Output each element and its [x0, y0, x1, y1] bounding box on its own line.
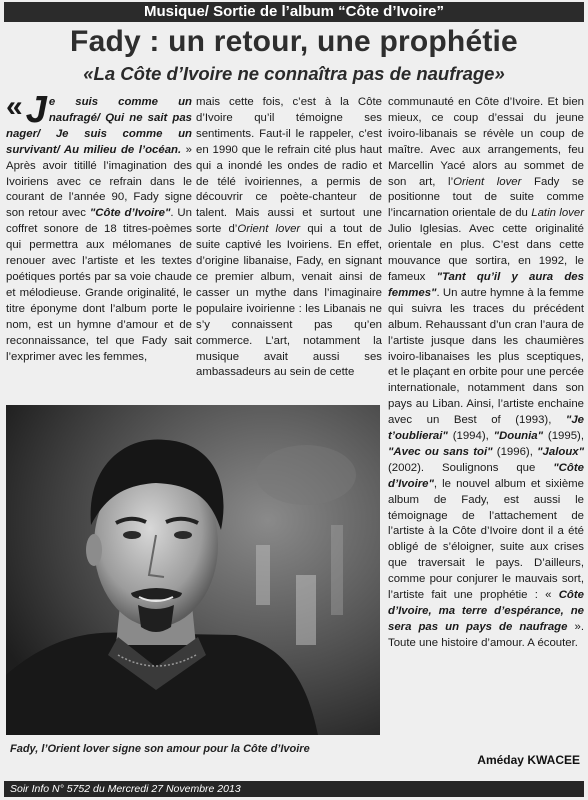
article-column-1 [6, 89, 192, 365]
song-title: "Avec ou sans toi" [388, 445, 493, 458]
song-title: "Jaloux" [537, 445, 585, 458]
opening-quote-mark: « [6, 90, 23, 123]
author-signature: Améday KWACEE [477, 753, 580, 767]
headline: Fady : un retour, une prophétie [70, 25, 518, 58]
artist-photo-illustration [6, 405, 380, 735]
album-title: "Côte d’Ivoire" [89, 207, 171, 220]
body-text: , le nouvel album et sixième album de Fady, est aussi le témoignage de l’attachement de l’artiste à la Côte d’Ivoire dont il a été obligé de s’éloigner, suite aux crises que traversait le pays. D’ailleurs, comme pour conjurer le mauvais sort, l’artiste fait une prophétie : « [388, 477, 584, 602]
article-column-3 [388, 95, 584, 652]
article-column-2 [196, 95, 382, 381]
section-rubric: Musique/ Sortie de l’album “Côte d’Ivoire” [4, 2, 584, 22]
body-text: . Un coffret sonore de 18 titres-poèmes qui permettra aux mélomanes de renouer avec l’artiste et les textes poétiques portés par sa voie chaude et mélodieuse. Grande originalité, le titre éponyme dont l’album porte le nom, est un hymne d’amour et de reconnaissance, tel que Fady sait l’exprimer avec les femmes, [6, 207, 192, 363]
body-text: qui a tout de suite captivé les Ivoiriens. En effet, d’origine libanaise, Fady, en signant ce premier album, venait ainsi de casser un mythe dans l’imaginaire populaire ivoirienne : les Libanais ne s’y connaissent pas qu’en commerce. L’art, notamment la musique avait aussi ses ambassadeurs au sein de cette [196, 223, 382, 379]
body-text: communauté en Côte d’Ivoire. Et bien mieux, ce coup d’essai du jeune ivoiro-libanais se révèle un coup de maître. Avec aux arrangements, feu Marcellin Yacé alors au sommet de son art, l’ [388, 96, 584, 188]
body-text: Julio Iglesias. Avec cette originalité orientale en plus. C’est dans cette mouvance que sortira, en 1992, le fameux [388, 223, 584, 283]
song-title: "Dounia" [493, 430, 544, 443]
body-text: (1995), [543, 430, 584, 443]
column-1-text [6, 89, 192, 365]
album-title: "Côte d’Ivoire" [388, 461, 584, 490]
body-text: mais cette fois, c’est à la Côte d’Ivoire qu’il témoigne ses sentiments. Faut-il le rappeler, c’est en 1990 que le refrain cité plus haut qui a inondé les ondes de radio et de télé ivoiriennes, a permis de découvrir ce poète-chanteur de talent. Mais aussi et surtout une sorte d’ [196, 96, 382, 236]
body-text: (1994), [447, 430, 494, 443]
body-text: (2002). Soulignons que [388, 461, 554, 474]
body-text: . Un autre hymne à la femme qui suivra les traces du précédent album. Rehaussant d’un cran l’aura de l’artiste jusque dans les chaumières ivoiro-libanaises les plus sceptiques, et le plaçant en orbite pour une percée internationale, notamment dans son pays au Liban. Ainsi, l’artiste enchaine avec un Best of (1993), [388, 286, 584, 427]
body-text: » Après avoir titillé l’imagination des Ivoiriens avec ce refrain dans le courant de l’année 90, Fady signe son retour avec [6, 143, 192, 220]
drop-cap-letter: J [25, 89, 47, 131]
body-text: ». Toute une histoire d’amour. A écouter. [388, 620, 584, 649]
body-text: (1996), [492, 445, 538, 458]
prophecy-quote: Côte d’Ivoire, ma terre d’espérance, ne sera pas un pays de naufrage [388, 589, 584, 633]
song-title: "Tant qu’il y aura des femmes" [388, 270, 584, 299]
italic-term: Orient lover [453, 175, 522, 188]
artist-photo [6, 405, 380, 735]
body-text: Fady se positionne tout de suite comme l’incarnation orientale de du [388, 175, 585, 220]
photo-caption: Fady, l’Orient lover signe son amour pour la Côte d’Ivoire [10, 743, 310, 755]
column-3-text [388, 95, 584, 652]
song-title: "Je t’oublierai" [388, 414, 584, 443]
subheadline-quote: «La Côte d’Ivoire ne connaîtra pas de naufrage» [83, 63, 505, 84]
column-2-text [196, 95, 382, 381]
lead-quote: e suis comme un naufragé/ Qui ne sait pas nager/ Je suis comme un survivant/ Au milieu de l’océan. [6, 96, 192, 156]
italic-term: Latin lover [531, 207, 584, 220]
footer-source: Soir Info N° 5752 du Mercredi 27 Novembre 2013 [4, 781, 584, 797]
italic-term: Orient lover [237, 223, 301, 236]
